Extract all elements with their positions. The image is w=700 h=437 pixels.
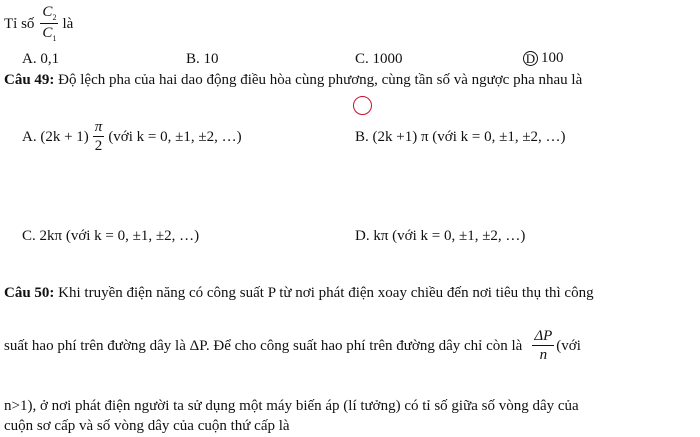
q48-option-d[interactable] [523, 50, 564, 67]
q48-option-d-letter: D [523, 51, 538, 66]
q50-line1-text: Khi truyền điện năng có công suất P từ nơi phát điện xoay chiều đến nơi tiêu thụ thì công [58, 285, 594, 301]
q49-option-d[interactable]: D. kπ (với k = 0, ±1, ±2, …) [355, 228, 526, 244]
q49-option-b[interactable]: B. (2k +1) π (với k = 0, ±1, ±2, …) [355, 129, 566, 145]
q50-fraction [532, 329, 554, 363]
q50-frac-den: n [539, 347, 548, 363]
q49-option-a-prefix: A. (2k + 1) [22, 128, 89, 145]
q50-line2-suffix: (với [556, 337, 581, 354]
q48-frac-den: C [42, 25, 53, 41]
q49-stem [4, 73, 582, 88]
q49-option-c[interactable]: C. 2kπ (với k = 0, ±1, ±2, …) [22, 228, 200, 244]
q48-fraction [40, 5, 58, 43]
q50-line2-text: suất hao phí trên đường dây là ΔP. Để cho công suất hao phí trên đường dây chỉ còn là [4, 337, 523, 354]
q48-option-d-value: 100 [541, 50, 564, 66]
q50-label: Câu 50: [4, 285, 55, 301]
q48-frac-num-sub: 2 [52, 13, 57, 22]
q50-line-2 [4, 327, 581, 365]
q49-option-a-frac-num: π [94, 119, 103, 135]
q50-line-1 [4, 286, 594, 301]
q48-option-c[interactable]: C. 1000 [355, 51, 403, 67]
answer-mark-circle [353, 96, 372, 115]
q49-option-a-suffix: (với k = 0, ±1, ±2, …) [108, 128, 242, 145]
q50-line-4: cuộn sơ cấp và số vòng dây của cuộn thứ cấp là [4, 418, 290, 434]
q48-suffix: là [62, 15, 74, 32]
q50-line-3: n>1), ở nơi phát điện người ta sử dụng một máy biến áp (lí tưởng) có tỉ số giữa số vòng dây của [4, 398, 579, 414]
q49-text: Độ lệch pha của hai dao động điều hòa cùng phương, cùng tần số và ngược pha nhau là [58, 72, 583, 88]
q49-label: Câu 49: [4, 72, 55, 88]
q48-stem [4, 6, 73, 42]
q48-frac-num: C [42, 4, 53, 20]
q49-option-a-frac-den: 2 [94, 138, 103, 154]
q48-option-b[interactable]: B. 10 [186, 51, 219, 67]
q48-frac-den-sub: 1 [52, 34, 57, 43]
q50-frac-num: ΔP [534, 328, 553, 344]
q49-option-a[interactable] [22, 118, 242, 156]
q48-option-a[interactable]: A. 0,1 [22, 51, 60, 67]
q48-prefix: Tỉ số [4, 15, 35, 32]
q49-option-a-fraction [93, 120, 105, 154]
